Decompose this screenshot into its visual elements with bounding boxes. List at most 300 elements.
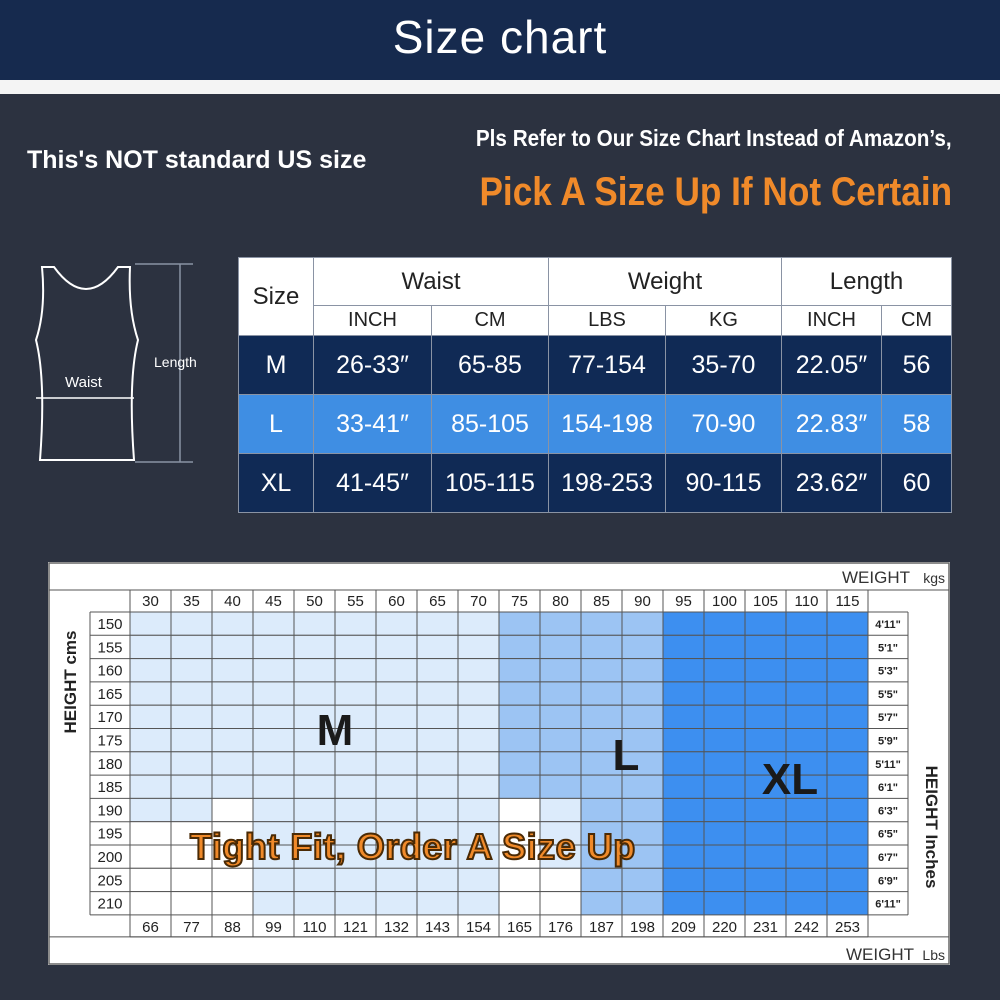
grid-cell <box>786 635 827 658</box>
grid-cell <box>171 798 212 821</box>
length-label: Length <box>154 354 197 370</box>
grid-cell <box>253 752 294 775</box>
grid-cell <box>745 868 786 891</box>
grid-cell <box>417 752 458 775</box>
length-group-header: Length <box>782 258 952 306</box>
lbs-tick-label: 143 <box>424 918 451 936</box>
grid-cell <box>786 868 827 891</box>
waist-group-header: Waist <box>314 258 549 306</box>
weight-lbs-unit-label: Lbs <box>922 947 945 963</box>
weight-kg-cell: 70-90 <box>666 395 782 454</box>
cm-tick-label: 190 <box>97 802 123 820</box>
grid-cell <box>745 892 786 915</box>
grid-cell <box>786 659 827 682</box>
grid-cell <box>663 729 704 752</box>
grid-cell <box>376 798 417 821</box>
grid-cell <box>212 798 253 821</box>
grid-cell <box>540 892 581 915</box>
grid-cell <box>253 635 294 658</box>
grid-cell <box>458 729 499 752</box>
unit-header: KG <box>666 306 782 336</box>
grid-cell <box>130 822 171 845</box>
table-row <box>239 395 952 454</box>
grid-cell <box>704 729 745 752</box>
grid-cell <box>417 612 458 635</box>
grid-cell <box>458 775 499 798</box>
grid-cell <box>704 845 745 868</box>
grid-cell <box>499 798 540 821</box>
grid-cell <box>253 659 294 682</box>
grid-cell <box>417 868 458 891</box>
lbs-tick-label: 220 <box>711 918 738 936</box>
grid-cell <box>212 868 253 891</box>
grid-cell <box>581 635 622 658</box>
grid-cell <box>294 868 335 891</box>
grid-cell <box>827 659 868 682</box>
grid-cell <box>663 635 704 658</box>
waist-label: Waist <box>65 374 102 391</box>
inch-tick-label: 5'7" <box>877 712 899 725</box>
waist-inch-cell: 33-41″ <box>314 395 432 454</box>
lbs-tick-label: 77 <box>183 918 200 936</box>
grid-cell <box>335 635 376 658</box>
inch-tick-label: 6'1" <box>877 782 899 795</box>
grid-cell <box>540 635 581 658</box>
grid-cell <box>458 635 499 658</box>
grid-cell <box>499 612 540 635</box>
grid-cell <box>827 705 868 728</box>
grid-cell <box>294 682 335 705</box>
grid-cell <box>417 659 458 682</box>
header-divider <box>0 80 1000 94</box>
kg-tick-label: 45 <box>265 593 282 610</box>
grid-cell <box>540 798 581 821</box>
refer-notice: Pls Refer to Our Size Chart Instead of Amazon’s, <box>476 125 952 151</box>
grid-cell <box>417 892 458 915</box>
grid-cell <box>622 705 663 728</box>
grid-cell <box>704 612 745 635</box>
cm-tick-label: 150 <box>97 616 123 633</box>
grid-cell <box>581 659 622 682</box>
inch-tick-label: 6'3" <box>877 805 899 818</box>
grid-cell <box>130 659 171 682</box>
grid-cell <box>212 752 253 775</box>
grid-cell <box>212 705 253 728</box>
grid-cell <box>786 682 827 705</box>
grid-cell <box>130 868 171 891</box>
grid-cell <box>130 682 171 705</box>
grid-cell <box>704 752 745 775</box>
grid-cell <box>540 612 581 635</box>
header-band <box>0 0 1000 80</box>
lbs-tick-label: 110 <box>302 918 327 936</box>
grid-cell <box>376 612 417 635</box>
grid-cell <box>458 612 499 635</box>
grid-cell <box>581 612 622 635</box>
grid-cell <box>130 775 171 798</box>
height-cms-axis-label: HEIGHT cms <box>61 630 80 734</box>
grid-cell <box>704 775 745 798</box>
grid-cell <box>827 775 868 798</box>
grid-cell <box>786 892 827 915</box>
weight-kgs-axis-label: WEIGHT <box>842 568 910 587</box>
grid-cell <box>171 729 212 752</box>
length-cm-cell: 58 <box>882 395 952 454</box>
grid-cell <box>171 659 212 682</box>
weight-lbs-cell: 154-198 <box>549 395 666 454</box>
grid-cell <box>540 775 581 798</box>
grid-cell <box>130 612 171 635</box>
grid-cell <box>745 822 786 845</box>
grid-cell <box>212 775 253 798</box>
grid-cell <box>704 659 745 682</box>
kg-tick-label: 50 <box>306 593 323 610</box>
inch-tick-label: 5'11" <box>875 758 901 771</box>
lbs-tick-label: 165 <box>506 918 533 936</box>
grid-cell <box>294 612 335 635</box>
grid-cell <box>376 729 417 752</box>
kg-tick-label: 110 <box>794 593 819 610</box>
grid-cell <box>294 635 335 658</box>
kg-tick-label: 115 <box>835 593 860 610</box>
kg-tick-label: 105 <box>752 593 779 610</box>
grid-cell <box>294 892 335 915</box>
grid-cell <box>581 682 622 705</box>
grid-cell <box>417 635 458 658</box>
grid-cell <box>663 868 704 891</box>
kg-tick-label: 90 <box>634 593 651 610</box>
grid-cell <box>253 798 294 821</box>
grid-cell <box>171 612 212 635</box>
grid-cell <box>171 635 212 658</box>
grid-cell <box>212 659 253 682</box>
grid-cell <box>581 868 622 891</box>
grid-cell <box>827 845 868 868</box>
size-cell: M <box>239 336 314 395</box>
grid-cell <box>335 659 376 682</box>
grid-cell <box>458 868 499 891</box>
cm-tick-label: 185 <box>97 779 123 797</box>
grid-cell <box>212 682 253 705</box>
lbs-tick-label: 88 <box>224 918 241 936</box>
grid-cell <box>704 798 745 821</box>
waist-inch-cell: 26-33″ <box>314 336 432 395</box>
kg-tick-label: 65 <box>429 593 446 610</box>
grid-cell <box>130 798 171 821</box>
grid-cell <box>581 892 622 915</box>
grid-cell <box>171 775 212 798</box>
waist-inch-cell: 41-45″ <box>314 454 432 513</box>
grid-cell <box>745 705 786 728</box>
waist-cm-cell: 65-85 <box>432 336 549 395</box>
grid-cell <box>704 705 745 728</box>
size-cell: L <box>239 395 314 454</box>
grid-cell <box>376 752 417 775</box>
table-row <box>239 336 952 395</box>
grid-cell <box>663 775 704 798</box>
cm-tick-label: 180 <box>97 755 123 773</box>
grid-cell <box>663 752 704 775</box>
grid-cell <box>376 775 417 798</box>
grid-cell <box>253 705 294 728</box>
grid-cell <box>827 868 868 891</box>
grid-cell <box>622 682 663 705</box>
grid-cell <box>171 892 212 915</box>
waist-cm-cell: 105-115 <box>432 454 549 513</box>
kg-tick-label: 30 <box>142 593 159 610</box>
grid-cell <box>663 659 704 682</box>
grid-cell <box>499 752 540 775</box>
cm-tick-label: 165 <box>97 685 123 703</box>
grid-cell <box>663 612 704 635</box>
grid-cell <box>499 635 540 658</box>
size-table <box>238 257 952 513</box>
weight-lbs-axis-label: WEIGHT <box>846 945 914 964</box>
cm-tick-label: 210 <box>97 895 123 913</box>
grid-cell <box>335 752 376 775</box>
grid-cell <box>704 868 745 891</box>
unit-header: CM <box>432 306 549 336</box>
kg-tick-label: 100 <box>711 593 738 610</box>
kg-tick-label: 55 <box>347 593 364 610</box>
cm-tick-label: 195 <box>97 825 123 843</box>
grid-cell <box>417 682 458 705</box>
unit-header: CM <box>882 306 952 336</box>
grid-cell <box>294 775 335 798</box>
zone-label-xl: XL <box>761 755 819 804</box>
grid-cell <box>376 659 417 682</box>
kg-tick-label: 75 <box>511 593 528 610</box>
grid-cell <box>786 845 827 868</box>
grid-cell <box>335 868 376 891</box>
inch-tick-label: 5'1" <box>877 642 899 655</box>
grid-cell <box>253 729 294 752</box>
grid-cell <box>827 822 868 845</box>
grid-cell <box>335 775 376 798</box>
lbs-tick-label: 253 <box>834 918 861 936</box>
grid-cell <box>458 682 499 705</box>
grid-cell <box>458 705 499 728</box>
length-inch-cell: 23.62″ <box>782 454 882 513</box>
inch-tick-label: 6'7" <box>877 852 899 864</box>
grid-cell <box>581 798 622 821</box>
inch-tick-label: 6'9" <box>877 875 899 888</box>
size-header: Size <box>239 258 314 336</box>
grid-cell <box>704 822 745 845</box>
grid-cell <box>417 798 458 821</box>
grid-cell <box>335 892 376 915</box>
lbs-tick-label: 99 <box>265 918 282 936</box>
grid-cell <box>130 729 171 752</box>
grid-cell <box>540 705 581 728</box>
grid-svg <box>48 562 950 965</box>
weight-lbs-cell: 77-154 <box>549 336 666 395</box>
length-cm-cell: 56 <box>882 336 952 395</box>
grid-cell <box>212 612 253 635</box>
length-cm-cell: 60 <box>882 454 952 513</box>
grid-cell <box>130 752 171 775</box>
grid-cell <box>827 682 868 705</box>
grid-cell <box>581 705 622 728</box>
cm-tick-label: 160 <box>97 662 123 680</box>
grid-cell <box>622 868 663 891</box>
grid-cell <box>540 659 581 682</box>
grid-cell <box>745 729 786 752</box>
grid-cell <box>499 892 540 915</box>
inch-tick-label: 6'5" <box>877 828 899 841</box>
inch-tick-label: 6'11" <box>875 898 901 911</box>
unit-header: LBS <box>549 306 666 336</box>
grid-cell <box>499 729 540 752</box>
grid-cell <box>499 705 540 728</box>
grid-cell <box>540 729 581 752</box>
lbs-tick-label: 132 <box>383 918 410 936</box>
lbs-tick-label: 242 <box>793 918 820 936</box>
cm-tick-label: 155 <box>97 639 123 657</box>
kg-tick-label: 40 <box>224 593 241 610</box>
table-row <box>239 454 952 513</box>
grid-cell <box>376 868 417 891</box>
grid-cell <box>622 612 663 635</box>
grid-cell <box>827 729 868 752</box>
grid-cell <box>417 775 458 798</box>
grid-cell <box>376 682 417 705</box>
grid-cell <box>376 635 417 658</box>
grid-cell <box>827 798 868 821</box>
grid-cell <box>294 752 335 775</box>
grid-cell <box>622 798 663 821</box>
grid-cell <box>663 845 704 868</box>
weight-kg-cell: 35-70 <box>666 336 782 395</box>
grid-cell <box>745 612 786 635</box>
grid-cell <box>786 705 827 728</box>
inch-tick-label: 5'3" <box>877 665 899 678</box>
page-title: Size chart <box>392 11 608 63</box>
grid-cell <box>335 798 376 821</box>
lbs-tick-label: 176 <box>547 918 574 936</box>
grid-cell <box>458 659 499 682</box>
cm-tick-label: 170 <box>97 709 123 727</box>
grid-cell <box>827 892 868 915</box>
grid-cell <box>663 892 704 915</box>
grid-cell <box>499 682 540 705</box>
grid-cell <box>458 798 499 821</box>
unit-header: INCH <box>314 306 432 336</box>
length-inch-cell: 22.83″ <box>782 395 882 454</box>
inch-tick-label: 4'11" <box>875 619 901 631</box>
grid-cell <box>745 845 786 868</box>
grid-cell <box>253 892 294 915</box>
cm-tick-label: 175 <box>97 732 123 750</box>
grid-cell <box>335 612 376 635</box>
grid-cell <box>827 752 868 775</box>
grid-cell <box>786 612 827 635</box>
kg-tick-label: 80 <box>552 593 569 610</box>
grid-cell <box>540 868 581 891</box>
grid-cell <box>253 775 294 798</box>
grid-cell <box>786 822 827 845</box>
grid-cell <box>622 635 663 658</box>
kg-tick-label: 95 <box>675 593 692 610</box>
grid-cell <box>171 752 212 775</box>
weight-group-header: Weight <box>549 258 782 306</box>
grid-cell <box>376 705 417 728</box>
grid-cell <box>212 635 253 658</box>
grid-cell <box>786 729 827 752</box>
cm-tick-label: 200 <box>97 849 123 866</box>
grid-cell <box>130 845 171 868</box>
weight-lbs-cell: 198-253 <box>549 454 666 513</box>
grid-cell <box>253 682 294 705</box>
grid-cell <box>458 892 499 915</box>
grid-cell <box>253 612 294 635</box>
tank-top-diagram <box>18 255 218 475</box>
grid-cell <box>417 729 458 752</box>
lbs-tick-label: 66 <box>142 918 159 936</box>
height-weight-grid <box>48 562 950 965</box>
cm-tick-label: 205 <box>97 872 123 890</box>
kg-tick-label: 60 <box>388 593 405 610</box>
grid-cell <box>827 612 868 635</box>
grid-cell <box>745 635 786 658</box>
lbs-tick-label: 231 <box>752 918 779 936</box>
lbs-tick-label: 187 <box>588 918 615 936</box>
height-inches-axis-label: HEIGHT Inches <box>922 765 941 889</box>
size-cell: XL <box>239 454 314 513</box>
grid-cell <box>745 682 786 705</box>
grid-cell <box>704 682 745 705</box>
kg-tick-label: 35 <box>183 593 200 610</box>
grid-cell <box>622 892 663 915</box>
zone-label-m: M <box>316 706 354 755</box>
grid-cell <box>540 682 581 705</box>
grid-cell <box>294 659 335 682</box>
grid-cell <box>130 705 171 728</box>
grid-cell <box>745 659 786 682</box>
zone-label-l: L <box>612 731 640 780</box>
grid-cell <box>335 682 376 705</box>
grid-cell <box>171 682 212 705</box>
lbs-tick-label: 209 <box>670 918 697 936</box>
grid-cell <box>212 729 253 752</box>
inch-tick-label: 5'9" <box>877 735 899 748</box>
grid-cell <box>130 635 171 658</box>
grid-cell <box>499 775 540 798</box>
grid-cell <box>663 682 704 705</box>
kg-tick-label: 85 <box>593 593 610 610</box>
grid-cell <box>130 892 171 915</box>
grid-cell <box>294 798 335 821</box>
grid-cell <box>376 892 417 915</box>
weight-kgs-unit-label: kgs <box>923 570 945 586</box>
grid-cell <box>704 892 745 915</box>
weight-kg-cell: 90-115 <box>666 454 782 513</box>
grid-cell <box>253 868 294 891</box>
grid-cell <box>540 752 581 775</box>
pick-size-up-notice: Pick A Size Up If Not Certain <box>479 170 952 214</box>
grid-cell <box>622 659 663 682</box>
waist-cm-cell: 85-105 <box>432 395 549 454</box>
length-inch-cell: 22.05″ <box>782 336 882 395</box>
grid-cell <box>663 705 704 728</box>
grid-cell <box>171 705 212 728</box>
kg-tick-label: 70 <box>470 593 487 610</box>
grid-cell <box>212 892 253 915</box>
grid-cell <box>663 798 704 821</box>
not-us-size-notice: This's NOT standard US size <box>27 146 367 174</box>
lbs-tick-label: 121 <box>342 918 369 936</box>
grid-cell <box>458 752 499 775</box>
